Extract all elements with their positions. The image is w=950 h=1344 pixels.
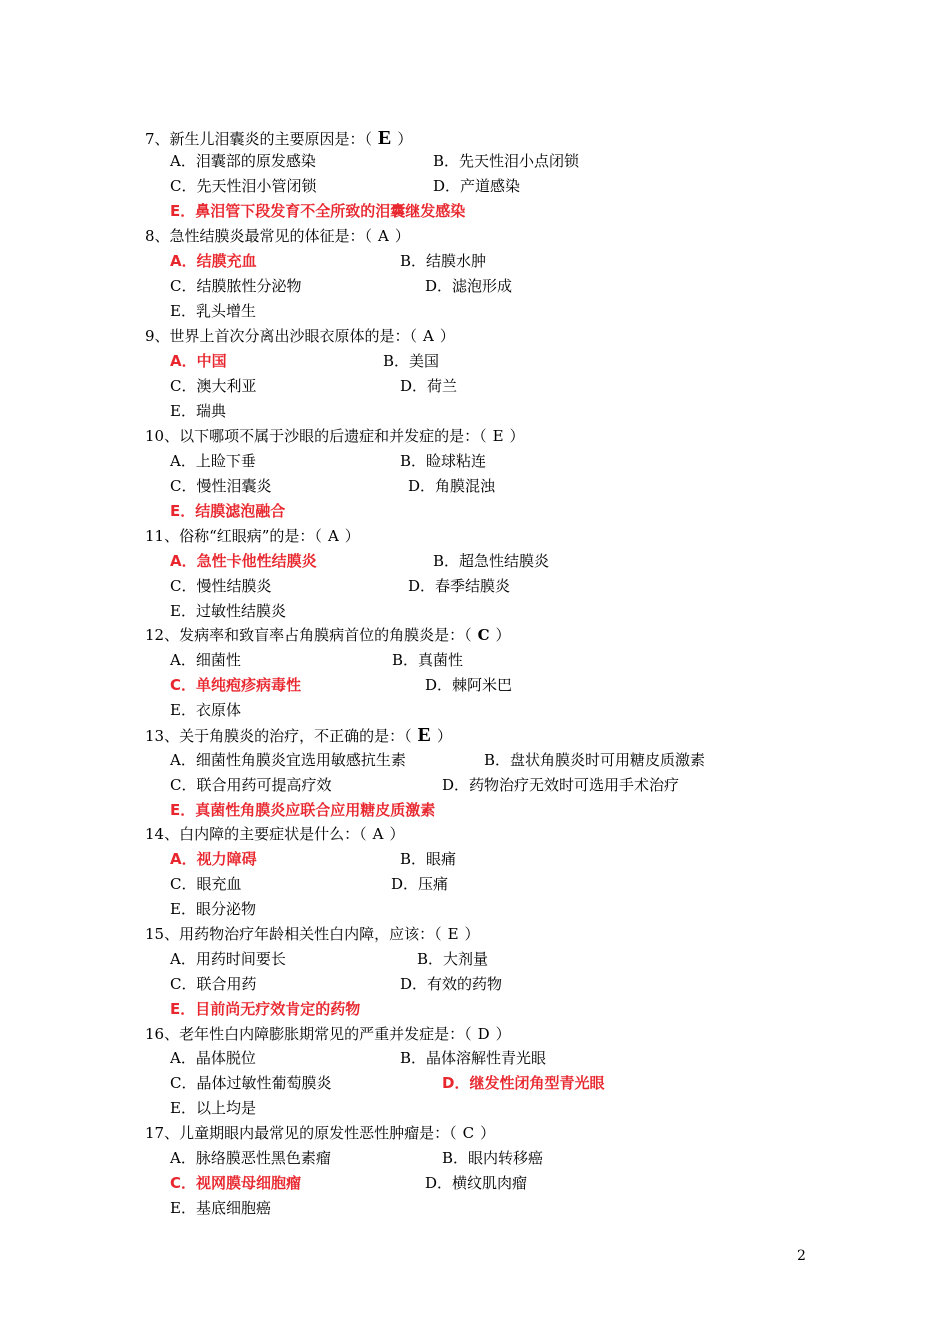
option-15b: B．大剂量: [417, 950, 489, 968]
answer-key-16: D: [477, 1025, 490, 1043]
answer-key-8: A: [378, 227, 389, 245]
question-stem-12: 12、发病率和致盲率占角膜病首位的角膜炎是：（ C ）: [145, 626, 511, 644]
option-14e: E．眼分泌物: [170, 900, 256, 918]
option-11a-correct: A．急性卡他性结膜炎: [170, 552, 317, 570]
option-10e-correct: E．结膜滤泡融合: [170, 502, 286, 520]
answer-key-9: A: [423, 327, 434, 345]
option-12b: B．真菌性: [392, 651, 464, 669]
option-9e: E．瑞典: [170, 402, 226, 420]
option-17d: D．横纹肌肉瘤: [425, 1174, 528, 1192]
option-13a: A．细菌性角膜炎宜选用敏感抗生素: [170, 751, 406, 769]
option-8c: C．结膜脓性分泌物: [170, 277, 302, 295]
answer-key-11: A: [327, 527, 339, 545]
question-stem-13: 13、关于角膜炎的治疗，不正确的是：（ E ）: [145, 724, 452, 746]
question-stem-8: 8、急性结膜炎最常见的体征是：（ A ）: [145, 227, 410, 245]
question-stem-14: 14、白内障的主要症状是什么：（ A ）: [145, 825, 405, 843]
option-13b: B．盘状角膜炎时可用糖皮质激素: [484, 751, 706, 769]
question-stem-16: 16、老年性白内障膨胀期常见的严重并发症是：（ D ）: [145, 1025, 511, 1043]
answer-key-14: A: [372, 825, 384, 843]
answer-key-12: C: [477, 626, 490, 644]
option-9a-correct: A．中国: [170, 352, 227, 370]
option-12d: D．棘阿米巴: [425, 676, 513, 694]
option-15e-correct: E．目前尚无疗效肯定的药物: [170, 1000, 361, 1018]
option-17e: E．基底细胞癌: [170, 1199, 271, 1217]
option-11b: B．超急性结膜炎: [433, 552, 550, 570]
question-stem-9: 9、世界上首次分离出沙眼衣原体的是：（ A ）: [145, 327, 455, 345]
option-17a: A．脉络膜恶性黑色素瘤: [170, 1149, 331, 1167]
answer-key-17: C: [462, 1124, 475, 1142]
option-16b: B．晶体溶解性青光眼: [400, 1049, 547, 1067]
option-7b: B．先天性泪小点闭锁: [433, 152, 580, 170]
answer-key-13: E: [417, 724, 431, 746]
option-7e-correct: E．鼻泪管下段发育不全所致的泪囊继发感染: [170, 202, 466, 220]
option-8a-correct: A．结膜充血: [170, 252, 257, 270]
option-11e: E．过敏性结膜炎: [170, 602, 286, 620]
option-9d: D．荷兰: [400, 377, 458, 395]
option-10c: C．慢性泪囊炎: [170, 477, 272, 495]
option-14a-correct: A．视力障碍: [170, 850, 257, 868]
option-12e: E．衣原体: [170, 701, 241, 719]
option-11c: C．慢性结膜炎: [170, 577, 272, 595]
option-16c: C．晶体过敏性葡萄膜炎: [170, 1074, 332, 1092]
option-14b: B．眼痛: [400, 850, 457, 868]
option-13d: D．药物治疗无效时可选用手术治疗: [442, 776, 680, 794]
option-14d: D．压痛: [391, 875, 449, 893]
option-15c: C．联合用药: [170, 975, 257, 993]
option-8d: D．滤泡形成: [425, 277, 513, 295]
answer-key-10: E: [492, 427, 504, 445]
option-13e-correct: E．真菌性角膜炎应联合应用糖皮质激素: [170, 801, 436, 819]
page-number: 2: [797, 1248, 806, 1264]
option-7c: C．先天性泪小管闭锁: [170, 177, 317, 195]
option-15a: A．用药时间要长: [170, 950, 286, 968]
option-16e: E．以上均是: [170, 1099, 256, 1117]
option-9c: C．澳大利亚: [170, 377, 257, 395]
option-12c-correct: C．单纯疱疹病毒性: [170, 676, 302, 694]
option-15d: D．有效的药物: [400, 975, 503, 993]
option-8b: B．结膜水肿: [400, 252, 487, 270]
option-12a: A．细菌性: [170, 651, 241, 669]
option-16d-correct: D．继发性闭角型青光眼: [442, 1074, 605, 1092]
option-11d: D．春季结膜炎: [408, 577, 511, 595]
question-stem-15: 15、用药物治疗年龄相关性白内障，应该：（ E ）: [145, 925, 480, 943]
answer-key-7: E: [378, 127, 392, 149]
question-stem-17: 17、儿童期眼内最常见的原发性恶性肿瘤是：（ C ）: [145, 1124, 496, 1142]
option-7d: D．产道感染: [433, 177, 521, 195]
option-14c: C．眼充血: [170, 875, 242, 893]
option-9b: B．美国: [383, 352, 440, 370]
question-stem-10: 10、以下哪项不属于沙眼的后遗症和并发症的是：（ E ）: [145, 427, 525, 445]
option-10a: A．上睑下垂: [170, 452, 256, 470]
option-13c: C．联合用药可提高疗效: [170, 776, 332, 794]
option-10d: D．角膜混浊: [408, 477, 496, 495]
option-16a: A．晶体脱位: [170, 1049, 256, 1067]
question-stem-11: 11、俗称“红眼病”的是：（ A ）: [145, 527, 360, 545]
option-17b: B．眼内转移癌: [442, 1149, 544, 1167]
option-17c-correct: C．视网膜母细胞瘤: [170, 1174, 302, 1192]
answer-key-15: E: [447, 925, 459, 943]
question-stem-7: 7、新生儿泪囊炎的主要原因是：（ E ）: [145, 127, 413, 149]
option-8e: E．乳头增生: [170, 302, 256, 320]
option-7a: A．泪囊部的原发感染: [170, 152, 316, 170]
option-10b: B．睑球粘连: [400, 452, 487, 470]
